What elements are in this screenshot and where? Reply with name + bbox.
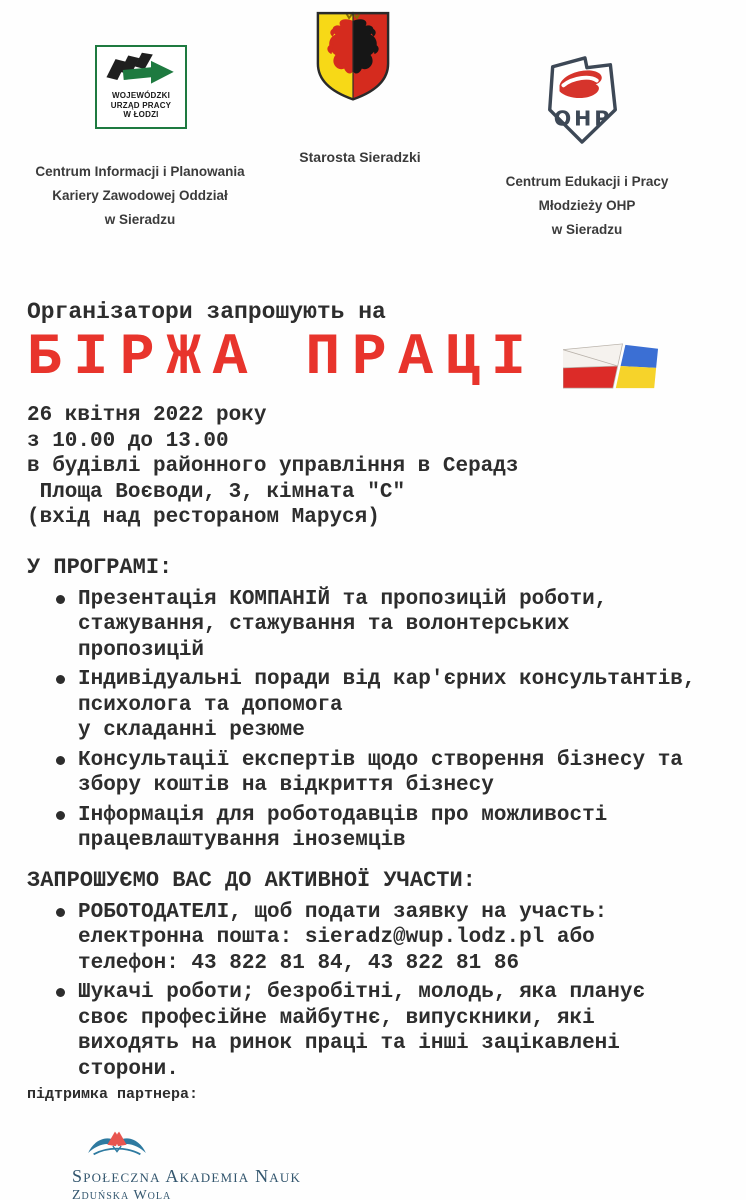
contact-phone-line: телефон: 43 822 81 84, 43 822 81 86: [78, 951, 520, 975]
event-details: [27, 403, 730, 531]
bullet-icon: [56, 675, 65, 684]
list-item: Інформація для роботодавців про можливості працевлаштування іноземців: [27, 803, 730, 854]
list-item: Шукачі роботи; безробітні, молодь, яка планує своє професійне майбутнє, випускники, які виходять на ринок праці та інші зацікавлені сторони.: [27, 980, 730, 1082]
caption-line: w Sieradzu: [104, 212, 176, 227]
list-item: РОБОТОДАТЕЛІ, щоб подати заявку на участь: електронна пошта: sieradz@wup.lodz.pl або телефон: 43 822 81 84, 43 822 81 86: [27, 900, 730, 977]
event-title: БІРЖА ПРАЦІ: [27, 326, 538, 391]
wup-logo-line: URZĄD PRACY: [110, 100, 172, 110]
caption-line: Centrum Informacji i Planowania: [35, 164, 245, 179]
intro-line: Організатори запрошують на: [27, 299, 386, 325]
event-venue: в будівлі районного управління в Серадз: [27, 455, 519, 478]
caption-line: Młodzieży OHP: [538, 198, 636, 213]
invite-heading: ЗАПРОШУЄМО ВАС ДО АКТИВНОЇ УЧАСТИ:: [27, 867, 476, 893]
ohp-logo-icon: [538, 52, 628, 148]
title-row: [27, 327, 730, 391]
header-logos: [0, 0, 746, 285]
event-date: 26 квітня 2022 року: [27, 404, 267, 427]
caption-line: w Sieradzu: [551, 222, 623, 237]
caption-line: Kariery Zawodowej Oddział: [52, 188, 228, 203]
ohp-logo-label: OHP: [553, 106, 613, 131]
program-heading: У ПРОГРАМІ:: [27, 554, 173, 580]
bullet-icon: [56, 811, 65, 820]
caption-line: Centrum Edukacji i Pracy: [505, 174, 669, 189]
partner-name: Społeczna Akademia Nauk: [72, 1166, 302, 1186]
open-book-icon: [84, 1129, 150, 1159]
ohp-caption: [492, 170, 682, 242]
wup-caption: [18, 160, 262, 232]
wup-logo-line: W ŁODZI: [123, 110, 159, 119]
list-item: Консультації експертів щодо створення бізнесу та збору коштів на відкриття бізнесу: [27, 748, 730, 799]
partner-city: Zduńska Wola: [72, 1188, 172, 1200]
event-time: з 10.00 до 13.00: [27, 429, 229, 453]
bullet-icon: [56, 756, 65, 765]
bullet-icon: [56, 908, 65, 917]
list-item: Презентація КОМПАНІЙ та пропозицій роботи, стажування, стажування та волонтерських пропозицій: [27, 587, 730, 664]
flyer-body: [0, 299, 746, 1200]
wup-logo-text: [111, 91, 171, 120]
wup-lodz-logo: [95, 45, 187, 129]
contact-email-line: електронна пошта: sieradz@wup.lodz.pl або: [78, 926, 595, 949]
event-address: Площа Воєводи, 3, кімната "С": [27, 480, 406, 504]
program-list: [27, 587, 730, 854]
bullet-icon: [56, 595, 65, 604]
sieradz-crest-icon: [314, 8, 392, 104]
invite-list: [27, 900, 730, 1083]
crest-caption: Starosta Sieradzki: [299, 149, 421, 165]
list-item: Індивідуальні поради від кар'єрних консультантів, психолога та допомога у складанні резюме: [27, 667, 730, 744]
wup-logo-line: WOJEWÓDZKI: [112, 91, 170, 100]
bullet-icon: [56, 988, 65, 997]
wup-arrows-icon: [102, 50, 180, 90]
san-partner-logo: [72, 1129, 730, 1200]
poland-ukraine-flags-icon: [563, 341, 659, 391]
event-entrance: (вхід над рестораном Маруся): [27, 506, 380, 529]
partner-support-label: підтримка партнера:: [27, 1086, 199, 1103]
